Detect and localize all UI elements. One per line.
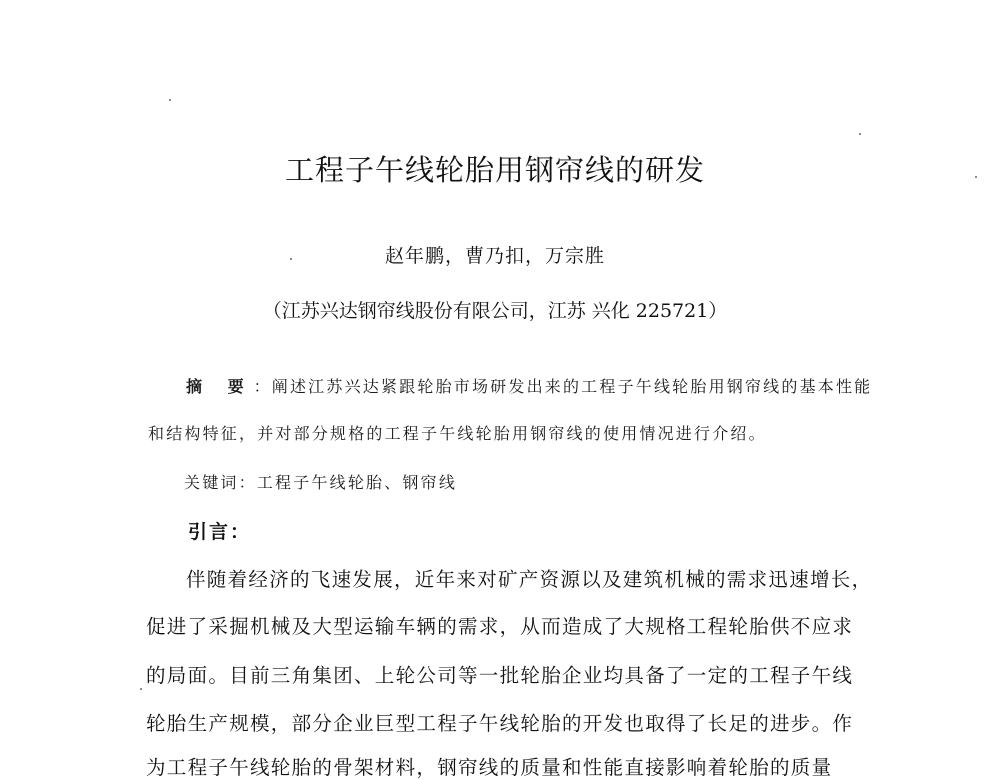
paper-title: 工程子午线轮胎用钢帘线的研发 <box>284 153 705 187</box>
abstract-text-line-2: 和结构特征，并对部分规格的工程子午线轮胎用钢帘线的使用情况进行介绍。 <box>148 424 767 443</box>
intro-heading: 引言： <box>188 521 252 543</box>
keywords-line <box>184 470 457 493</box>
keywords-text: 工程子午线轮胎、钢帘线 <box>256 473 458 492</box>
scan-speck <box>859 133 861 135</box>
scan-speck <box>169 99 171 101</box>
body-line-5: 为工程子午线轮胎的骨架材料，钢帘线的质量和性能直接影响着轮胎的质量 <box>146 756 833 779</box>
keywords-label: 关键词 <box>184 473 239 492</box>
keywords-colon: ： <box>238 473 257 492</box>
body-line-2: 促进了采掘机械及大型运输车辆的需求，从而造成了大规格工程轮胎供不应求 <box>146 615 854 638</box>
abstract-colon: ： <box>253 377 272 396</box>
paper-affiliation: （江苏兴达钢帘线股份有限公司，江苏 兴化 225721） <box>262 300 728 322</box>
abstract-label: 摘 要 <box>186 377 254 396</box>
body-line-3: 的局面。目前三角集团、上轮公司等一批轮胎企业均具备了一定的工程子午线 <box>146 664 854 687</box>
body-line-4: 轮胎生产规模，部分企业巨型工程子午线轮胎的开发也取得了长足的进步。作 <box>146 712 854 735</box>
abstract-text-line-1: 阐述江苏兴达紧跟轮胎市场研发出来的工程子午线轮胎用钢帘线的基本性能 <box>271 377 873 396</box>
paper-authors: 赵年鹏，曹乃扣，万宗胜 <box>384 245 605 267</box>
abstract-first-line <box>186 374 872 397</box>
body-line-1: 伴随着经济的飞速发展，近年来对矿产资源以及建筑机械的需求迅速增长， <box>186 568 873 591</box>
scan-speck <box>140 688 142 690</box>
